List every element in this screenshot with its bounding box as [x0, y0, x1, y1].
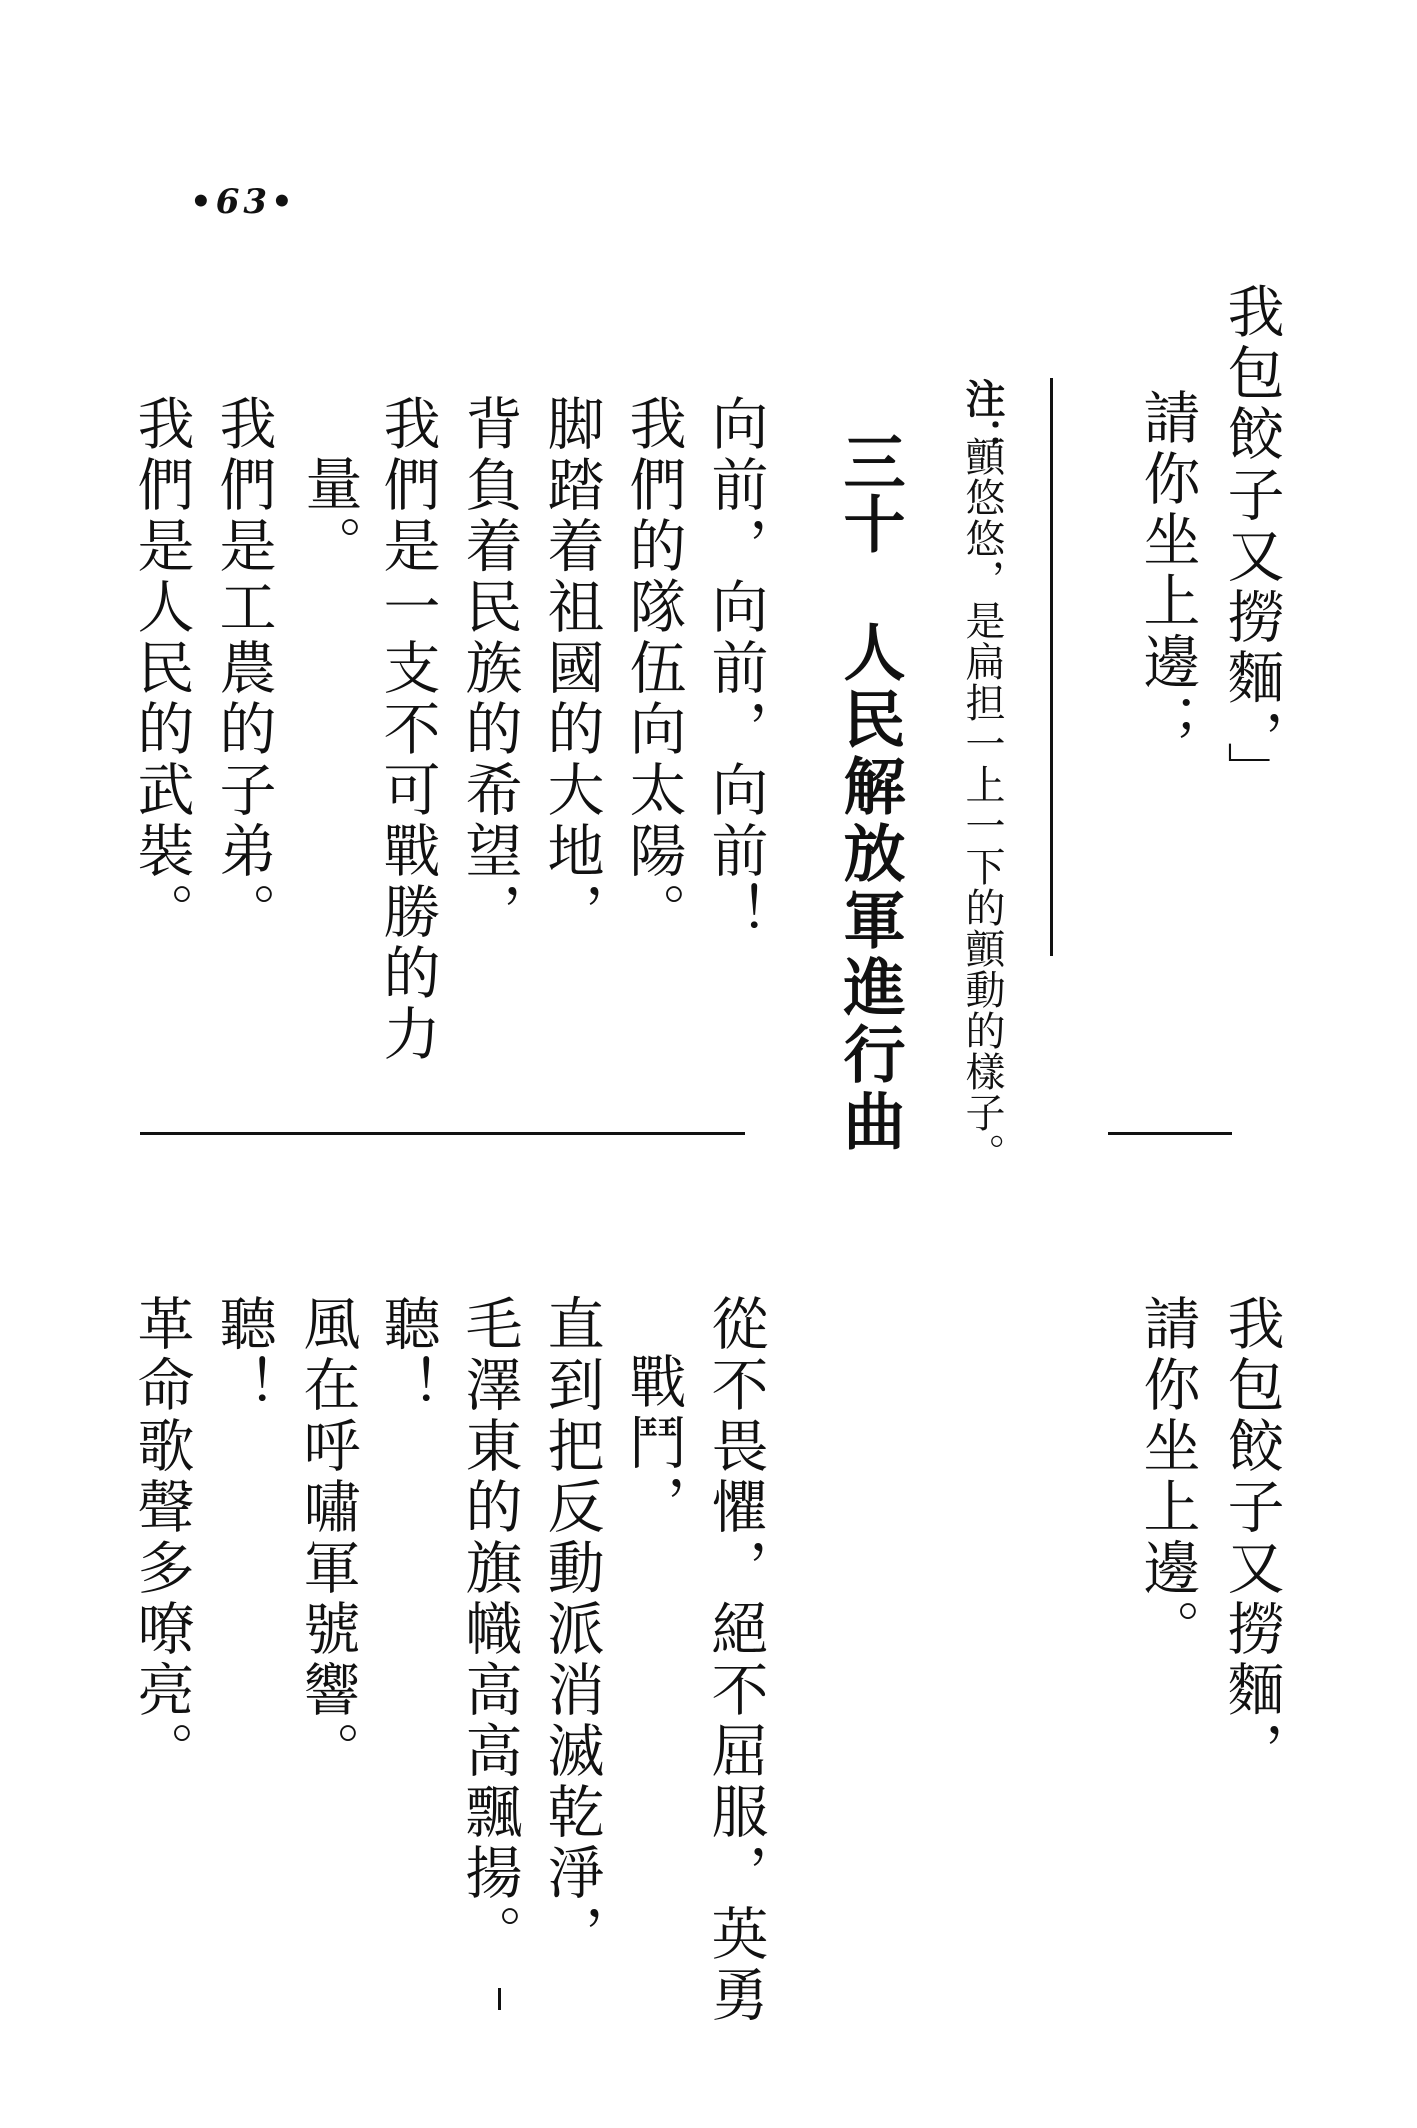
- song-line-12: 毛澤東的旗幟高高飄揚。: [456, 1294, 522, 1965]
- song-line-10: 戰鬥，: [620, 1352, 686, 1535]
- song-number: 三十: [833, 430, 906, 554]
- song-title: 人民解放軍進行曲: [833, 620, 906, 1156]
- song-line-13: 聽！: [374, 1294, 440, 1416]
- song-line-2: 我們的隊伍向太陽。: [620, 394, 686, 943]
- song-line-8: 我們是人民的武裝。: [128, 394, 194, 943]
- lyric-line-3: 我包餃子又撈麵，: [1218, 1294, 1284, 1782]
- song-line-7: 我們是工農的子弟。: [210, 394, 276, 943]
- song-line-6: 量。: [296, 454, 362, 576]
- song-line-14: 風在呼嘯軍號響。: [294, 1294, 360, 1782]
- page-number: •63•: [190, 182, 297, 222]
- section-divider-vertical-top: [1050, 378, 1053, 956]
- song-line-3: 脚踏着祖國的大地，: [538, 394, 604, 943]
- song-line-16: 革命歌聲多嘹亮。: [128, 1294, 194, 1782]
- song-line-11: 直到把反動派消滅乾淨，: [538, 1294, 604, 1965]
- song-line-15: 聽！: [210, 1294, 276, 1416]
- song-line-4: 背負着民族的希望，: [456, 394, 522, 943]
- scan-mark: [498, 1988, 501, 2010]
- note-text: 顫悠悠，是扁担一上一下的顫動的樣子。: [959, 436, 1005, 1174]
- lyric-line-2: 請你坐上邊；: [1134, 388, 1200, 754]
- song-line-5: 我們是一支不可戰勝的力: [374, 394, 440, 1065]
- section-divider-right: [1108, 1132, 1232, 1135]
- lyric-line-4: 請你坐上邊。: [1134, 1294, 1200, 1660]
- song-line-1: 向前，向前，向前！: [702, 394, 768, 943]
- note-label: 注：: [959, 378, 1006, 458]
- song-line-9: 從不畏懼，絕不屈服，英勇: [702, 1294, 768, 2026]
- section-divider-left: [140, 1132, 745, 1135]
- lyric-line-1: 我包餃子又撈麵，」: [1218, 282, 1284, 803]
